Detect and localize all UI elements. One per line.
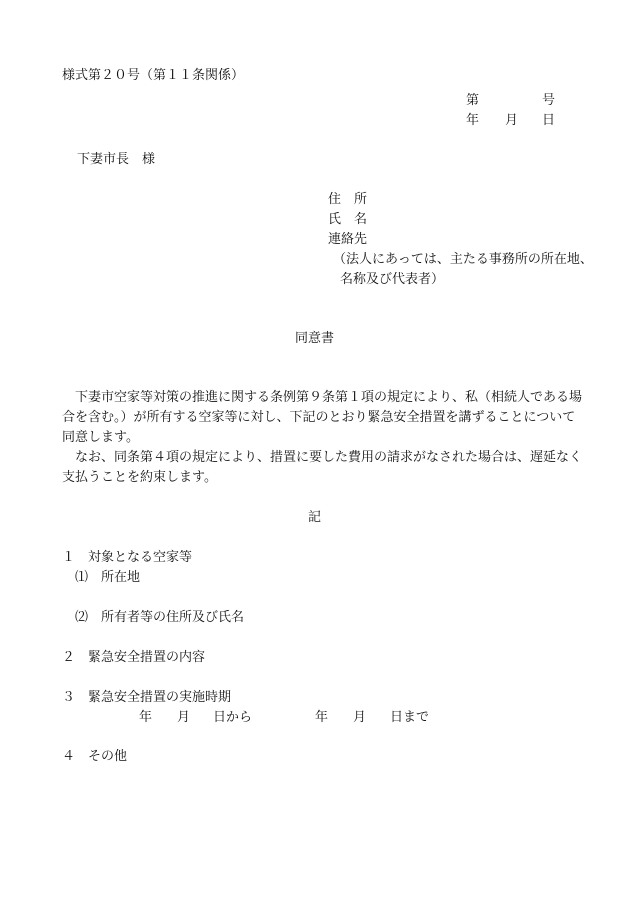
date-day-label: 日 bbox=[542, 113, 556, 128]
item-1-sub-location: ⑴ 所在地 bbox=[75, 570, 141, 585]
applicant-contact-label: 連絡先 bbox=[328, 232, 368, 247]
document-number-dai: 第 bbox=[466, 93, 480, 108]
date-month-label: 月 bbox=[505, 113, 519, 128]
applicant-corporate-note-line2: 名称及び代表者） bbox=[340, 272, 445, 287]
period-start-year: 年 bbox=[139, 710, 153, 725]
item-2-measure-content: ２ 緊急安全措置の内容 bbox=[62, 650, 206, 665]
period-end-year: 年 bbox=[315, 710, 329, 725]
addressee: 下妻市長 様 bbox=[77, 152, 156, 167]
applicant-corporate-note-line1: （法人にあっては、主たる事務所の所在地、 bbox=[333, 252, 593, 267]
item-1-target-vacant-house: １ 対象となる空家等 bbox=[62, 550, 193, 565]
item-4-other: ４ その他 bbox=[62, 749, 128, 764]
body-paragraph-1: 下妻市空家等対策の推進に関する条例第９条第１項の規定により、私（相続人である場合を含む。）が所有する空家等に対し、下記のとおり緊急安全措置を講ずることについて同意します。 bbox=[62, 390, 583, 445]
ki-heading: 記 bbox=[308, 510, 322, 525]
applicant-address-label: 住 所 bbox=[328, 192, 368, 207]
period-end-month: 月 bbox=[353, 710, 367, 725]
form-number: 様式第２０号（第１１条関係） bbox=[62, 68, 245, 83]
period-end-day: 日まで bbox=[390, 710, 430, 725]
body-paragraph-2: なお、同条第４項の規定により、措置に要した費用の請求がなされた場合は、遅延なく支払うことを約束します。 bbox=[62, 450, 583, 485]
applicant-name-label: 氏 名 bbox=[328, 212, 368, 227]
document-title: 同意書 bbox=[295, 331, 335, 346]
period-start-day: 日から bbox=[213, 710, 253, 725]
item-3-measure-period: ３ 緊急安全措置の実施時期 bbox=[62, 690, 232, 705]
document-number-go: 号 bbox=[542, 93, 556, 108]
date-year-label: 年 bbox=[466, 113, 480, 128]
item-1-sub-owner: ⑵ 所有者等の住所及び氏名 bbox=[75, 610, 245, 625]
period-start-month: 月 bbox=[177, 710, 191, 725]
